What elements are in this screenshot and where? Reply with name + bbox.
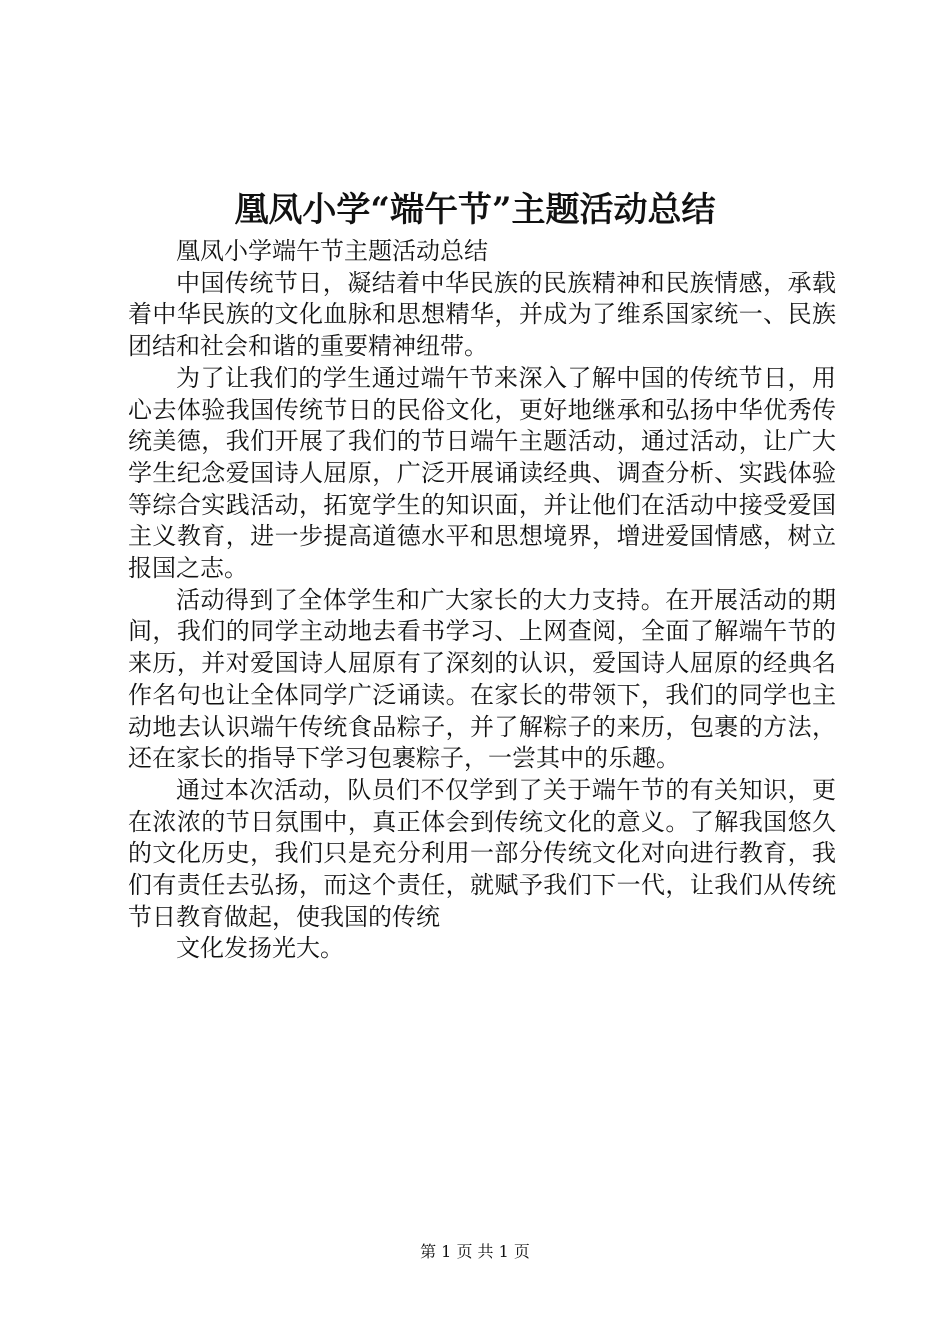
paragraph: 文化发扬光大。: [176, 934, 344, 963]
document-title: 凰凤小学“端午节”主题活动总结: [234, 190, 716, 230]
paragraph: 为了让我们的学生通过端午节来深入了解中国的传统节日，用心去体验我国传统节日的民俗文化，更好地继承和弘扬中华优秀传统美德，我们开展了我们的节日端午主题活动，通过活动，让广大学生纪念爱国诗人屈原，广泛开展诵读经典、调查分析、实践体验等综合实践活动，拓宽学生的知识面，并让他们在活动中接受爱国主义教育，进一步提高道德水平和思想境界，增进爱国情感，树立报国之志。: [128, 363, 836, 583]
page-footer: 第 1 页 共 1 页: [420, 1242, 530, 1261]
paragraph: 中国传统节日，凝结着中华民族的民族精神和民族情感，承载着中华民族的文化血脉和思想精华，并成为了维系国家统一、民族团结和社会和谐的重要精神纽带。: [128, 268, 836, 361]
paragraph: 通过本次活动，队员们不仅学到了关于端午节的有关知识，更在浓浓的节日氛围中，真正体会到传统文化的意义。了解我国悠久的文化历史，我们只是充分利用一部分传统文化对向进行教育，我们有责任去弘扬，而这个责任，就赋予我们下一代，让我们从传统节日教育做起，使我国的传统: [128, 775, 836, 931]
paragraph: 活动得到了全体学生和广大家长的大力支持。在开展活动的期间，我们的同学主动地去看书学习、上网查阅，全面了解端午节的来历，并对爱国诗人屈原有了深刻的认识，爱国诗人屈原的经典名作名句也让全体同学广泛诵读。在家长的带领下，我们的同学也主动地去认识端午传统食品粽子，并了解粽子的来历，包裹的方法，还在家长的指导下学习包裹粽子，一尝其中的乐趣。: [128, 585, 836, 773]
paragraph: 凰凤小学端午节主题活动总结: [176, 237, 488, 265]
document-body: [128, 236, 836, 965]
